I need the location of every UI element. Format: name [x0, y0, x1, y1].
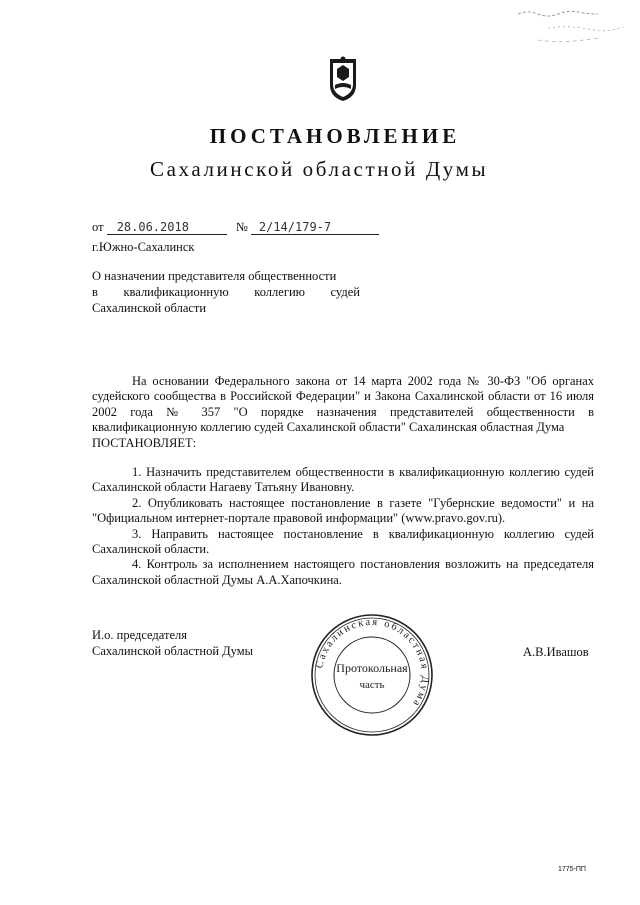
city: г.Южно-Сахалинск [92, 240, 195, 254]
stamp-ring-text: Сахалинская областная Дума [314, 616, 431, 710]
list-item: 4. Контроль за исполнением настоящего постановления возложить на председателя Сахалинской областной Думы А.А.Хапочкина. [92, 557, 594, 587]
subject-line-1: О назначении представителя общественности [92, 269, 337, 283]
signatory-name: А.В.Ивашов [523, 645, 589, 659]
resolves-heading: ПОСТАНОВЛЯЕТ: [92, 435, 197, 450]
number-prefix: № [235, 220, 248, 234]
role-line-1: И.о. председателя [92, 628, 188, 642]
document-body [92, 374, 594, 588]
document-date: 28.06.2018 [107, 220, 227, 235]
issuing-body: Сахалинской областной Думы [150, 157, 489, 181]
list-item: 3. Направить настоящее постановление в квалификационную коллегию судей Сахалинской области. [92, 526, 594, 557]
document-title: ПОСТАНОВЛЕНИЕ [209, 124, 461, 148]
signatory-role [92, 627, 253, 659]
role-line-2: Сахалинской областной Думы [92, 644, 254, 658]
stamp-center-line-2: часть [359, 679, 385, 691]
subject-line-3: Сахалинской области [92, 301, 207, 315]
list-item: 1. Назначить представителем общественности в квалификационную коллегию судей Сахалинской области Нагаеву Татьяну Ивановну. [92, 465, 594, 495]
document-code: 1775-ПП [558, 866, 586, 873]
preamble: На основании Федерального закона от 14 марта 2002 года № 30-ФЗ "Об органах судейского сообщества в Российской Федерации" и Закона Сахалинской области от 16 июля 2002 года № 357 "О порядке назначения представителей общественности в квалификационную коллегию судей Сахалинской области" Сахалинская областная Дума [92, 374, 594, 435]
date-number-line [92, 220, 379, 235]
date-prefix: от [92, 220, 104, 234]
document-number: 2/14/179-7 [251, 220, 379, 235]
list-item: 2. Опубликовать настоящее постановление в газете "Губернские ведомости" и на "Официальном интернет-портале правовой информации" (www.pravo.gov.ru). [92, 495, 594, 526]
subject-block [92, 268, 360, 316]
coat-of-arms-icon [328, 55, 358, 103]
handwritten-mark [508, 6, 628, 50]
subject-line-2: в квалификационную коллегию судей [92, 285, 360, 299]
stamp-center-line-1: Протокольная [336, 661, 408, 675]
official-stamp [302, 612, 442, 738]
